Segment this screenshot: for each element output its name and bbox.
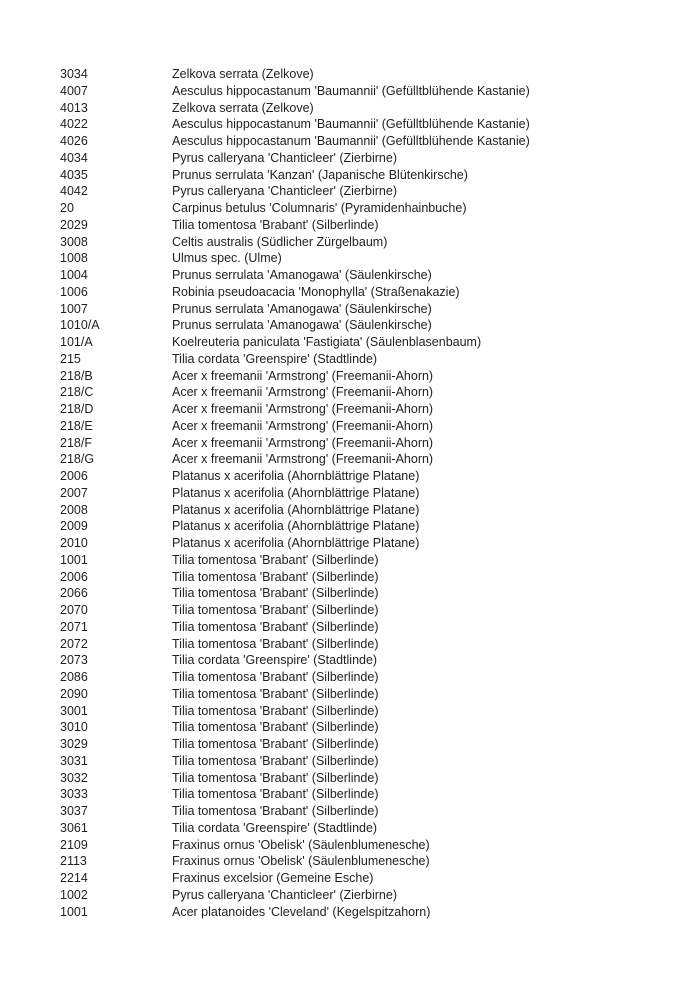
- tree-name: Tilia tomentosa 'Brabant' (Silberlinde): [172, 770, 379, 785]
- table-row: [60, 217, 670, 234]
- table-row: [60, 401, 670, 418]
- table-row: [60, 150, 670, 167]
- tree-id: 3029: [60, 737, 88, 751]
- table-row: [60, 569, 670, 586]
- tree-id: 3034: [60, 67, 88, 81]
- tree-id: 2010: [60, 536, 88, 550]
- tree-id: 218/C: [60, 385, 94, 400]
- table-row: [60, 334, 670, 351]
- tree-id: 20: [60, 201, 74, 215]
- tree-id: 1004: [60, 268, 88, 282]
- tree-name: Tilia tomentosa 'Brabant' (Silberlinde): [172, 804, 379, 818]
- tree-name: Acer x freemanii 'Armstrong' (Freemanii-Ahorn): [172, 385, 434, 400]
- tree-name: Pyrus calleryana 'Chanticleer' (Zierbirne): [172, 150, 397, 165]
- tree-name: Fraxinus excelsior (Gemeine Esche): [172, 871, 374, 885]
- tree-name: Tilia tomentosa 'Brabant' (Silberlinde): [172, 753, 379, 768]
- tree-id: 4034: [60, 150, 88, 165]
- tree-id: 1010/A: [60, 318, 100, 333]
- tree-name: Tilia tomentosa 'Brabant' (Silberlinde): [172, 787, 379, 802]
- tree-id: 3037: [60, 804, 88, 818]
- table-row: [60, 167, 670, 184]
- tree-id: 3061: [60, 820, 88, 835]
- table-row: [60, 904, 670, 921]
- tree-name: Acer x freemanii 'Armstrong' (Freemanii-Ahorn): [172, 435, 434, 450]
- tree-id: 2009: [60, 519, 88, 534]
- table-row: [60, 719, 670, 736]
- tree-id: 4026: [60, 134, 88, 148]
- table-row: [60, 368, 670, 385]
- tree-name: Fraxinus ornus 'Obelisk' (Säulenblumenesche): [172, 837, 430, 852]
- tree-id: 2072: [60, 636, 88, 651]
- tree-name: Zelkova serrata (Zelkove): [172, 67, 314, 81]
- tree-name: Celtis australis (Südlicher Zürgelbaum): [172, 234, 388, 249]
- tree-id: 2090: [60, 686, 88, 701]
- table-row: [60, 116, 670, 133]
- tree-name: Zelkova serrata (Zelkove): [172, 100, 314, 115]
- tree-id: 218/B: [60, 368, 93, 383]
- tree-id: 1002: [60, 887, 88, 902]
- table-row: [60, 837, 670, 854]
- tree-name: Tilia cordata 'Greenspire' (Stadtlinde): [172, 653, 378, 668]
- table-row: [60, 267, 670, 284]
- table-row: [60, 703, 670, 720]
- table-row: [60, 83, 670, 100]
- tree-id: 3010: [60, 720, 88, 735]
- tree-id: 2007: [60, 485, 88, 500]
- tree-id: 1008: [60, 251, 88, 266]
- table-row: [60, 585, 670, 602]
- tree-name: Tilia tomentosa 'Brabant' (Silberlinde): [172, 737, 379, 751]
- table-row: [60, 518, 670, 535]
- table-row: [60, 234, 670, 251]
- tree-id: 2008: [60, 502, 88, 517]
- tree-id: 2073: [60, 653, 88, 668]
- table-row: [60, 619, 670, 636]
- tree-id: 2070: [60, 603, 88, 617]
- tree-name: Aesculus hippocastanum 'Baumannii' (Gefülltblühende Kastanie): [172, 134, 530, 148]
- table-row: [60, 502, 670, 519]
- tree-name: Koelreuteria paniculata 'Fastigiata' (Säulenblasenbaum): [172, 335, 482, 349]
- table-row: [60, 66, 670, 83]
- tree-name: Acer x freemanii 'Armstrong' (Freemanii-Ahorn): [172, 452, 434, 467]
- table-row: [60, 435, 670, 452]
- tree-list: [60, 66, 670, 920]
- tree-name: Tilia tomentosa 'Brabant' (Silberlinde): [172, 603, 379, 617]
- tree-name: Prunus serrulata 'Amanogawa' (Säulenkirsche): [172, 301, 432, 316]
- tree-name: Tilia tomentosa 'Brabant' (Silberlinde): [172, 217, 379, 232]
- tree-name: Robinia pseudoacacia 'Monophylla' (Straßenakazie): [172, 284, 460, 299]
- tree-name: Prunus serrulata 'Amanogawa' (Säulenkirsche): [172, 268, 432, 282]
- tree-id: 3032: [60, 770, 88, 785]
- tree-name: Tilia tomentosa 'Brabant' (Silberlinde): [172, 670, 379, 684]
- table-row: [60, 200, 670, 217]
- table-row: [60, 636, 670, 653]
- tree-id: 218/D: [60, 402, 94, 416]
- tree-id: 2071: [60, 619, 88, 634]
- tree-id: 3031: [60, 753, 88, 768]
- tree-id: 4035: [60, 167, 88, 182]
- tree-id: 2006: [60, 469, 88, 483]
- table-row: [60, 317, 670, 334]
- tree-id: 2109: [60, 837, 88, 852]
- tree-name: Prunus serrulata 'Amanogawa' (Säulenkirsche): [172, 318, 432, 333]
- tree-id: 215: [60, 351, 81, 366]
- tree-id: 2066: [60, 586, 88, 601]
- tree-id: 2214: [60, 871, 88, 885]
- tree-name: Acer x freemanii 'Armstrong' (Freemanii-Ahorn): [172, 418, 434, 433]
- tree-name: Platanus x acerifolia (Ahornblättrige Platane): [172, 519, 420, 534]
- tree-id: 1001: [60, 552, 88, 567]
- tree-id: 2029: [60, 217, 88, 232]
- tree-name: Pyrus calleryana 'Chanticleer' (Zierbirne): [172, 887, 397, 902]
- tree-id: 2086: [60, 670, 88, 684]
- table-row: [60, 133, 670, 150]
- tree-name: Aesculus hippocastanum 'Baumannii' (Gefülltblühende Kastanie): [172, 117, 530, 132]
- tree-name: Fraxinus ornus 'Obelisk' (Säulenblumenesche): [172, 854, 430, 869]
- tree-name: Tilia cordata 'Greenspire' (Stadtlinde): [172, 820, 378, 835]
- table-row: [60, 418, 670, 435]
- table-row: [60, 686, 670, 703]
- tree-name: Tilia tomentosa 'Brabant' (Silberlinde): [172, 703, 379, 718]
- tree-name: Tilia tomentosa 'Brabant' (Silberlinde): [172, 619, 379, 634]
- tree-name: Pyrus calleryana 'Chanticleer' (Zierbirne): [172, 184, 397, 199]
- tree-name: Ulmus spec. (Ulme): [172, 251, 282, 266]
- tree-id: 1007: [60, 301, 88, 316]
- tree-name: Tilia tomentosa 'Brabant' (Silberlinde): [172, 720, 379, 735]
- table-row: [60, 870, 670, 887]
- table-row: [60, 284, 670, 301]
- tree-id: 3008: [60, 234, 88, 249]
- table-row: [60, 485, 670, 502]
- tree-id: 2006: [60, 569, 88, 584]
- tree-id: 218/E: [60, 418, 93, 433]
- tree-id: 4022: [60, 117, 88, 132]
- tree-name: Tilia tomentosa 'Brabant' (Silberlinde): [172, 636, 379, 651]
- tree-id: 2113: [60, 854, 87, 869]
- table-row: [60, 803, 670, 820]
- table-row: [60, 552, 670, 569]
- tree-name: Aesculus hippocastanum 'Baumannii' (Gefülltblühende Kastanie): [172, 83, 530, 98]
- tree-name: Platanus x acerifolia (Ahornblättrige Platane): [172, 502, 420, 517]
- tree-id: 4013: [60, 100, 88, 115]
- table-row: [60, 100, 670, 117]
- table-row: [60, 669, 670, 686]
- tree-name: Tilia tomentosa 'Brabant' (Silberlinde): [172, 569, 379, 584]
- tree-name: Prunus serrulata 'Kanzan' (Japanische Blütenkirsche): [172, 167, 468, 182]
- tree-id: 4042: [60, 184, 88, 199]
- tree-id: 101/A: [60, 335, 93, 349]
- table-row: [60, 887, 670, 904]
- table-row: [60, 250, 670, 267]
- tree-name: Platanus x acerifolia (Ahornblättrige Platane): [172, 469, 420, 483]
- tree-name: Acer x freemanii 'Armstrong' (Freemanii-Ahorn): [172, 402, 434, 416]
- table-row: [60, 535, 670, 552]
- table-row: [60, 351, 670, 368]
- tree-name: Platanus x acerifolia (Ahornblättrige Platane): [172, 485, 420, 500]
- tree-name: Platanus x acerifolia (Ahornblättrige Platane): [172, 536, 420, 550]
- tree-name: Tilia tomentosa 'Brabant' (Silberlinde): [172, 686, 379, 701]
- table-row: [60, 820, 670, 837]
- tree-id: 1001: [60, 904, 88, 919]
- table-row: [60, 786, 670, 803]
- table-row: [60, 451, 670, 468]
- tree-name: Tilia tomentosa 'Brabant' (Silberlinde): [172, 552, 379, 567]
- tree-name: Acer platanoides 'Cleveland' (Kegelspitzahorn): [172, 904, 431, 919]
- tree-id: 3001: [60, 703, 88, 718]
- tree-id: 4007: [60, 83, 88, 98]
- table-row: [60, 384, 670, 401]
- tree-id: 218/F: [60, 435, 92, 450]
- table-row: [60, 301, 670, 318]
- tree-id: 218/G: [60, 452, 95, 467]
- tree-id: 1006: [60, 284, 88, 299]
- tree-name: Tilia cordata 'Greenspire' (Stadtlinde): [172, 351, 378, 366]
- tree-name: Tilia tomentosa 'Brabant' (Silberlinde): [172, 586, 379, 601]
- tree-id: 3033: [60, 787, 88, 802]
- table-row: [60, 602, 670, 619]
- table-row: [60, 770, 670, 787]
- table-row: [60, 652, 670, 669]
- table-row: [60, 736, 670, 753]
- table-row: [60, 853, 670, 870]
- table-row: [60, 183, 670, 200]
- table-row: [60, 468, 670, 485]
- tree-name: Acer x freemanii 'Armstrong' (Freemanii-Ahorn): [172, 368, 434, 383]
- tree-name: Carpinus betulus 'Columnaris' (Pyramidenhainbuche): [172, 201, 467, 215]
- table-row: [60, 753, 670, 770]
